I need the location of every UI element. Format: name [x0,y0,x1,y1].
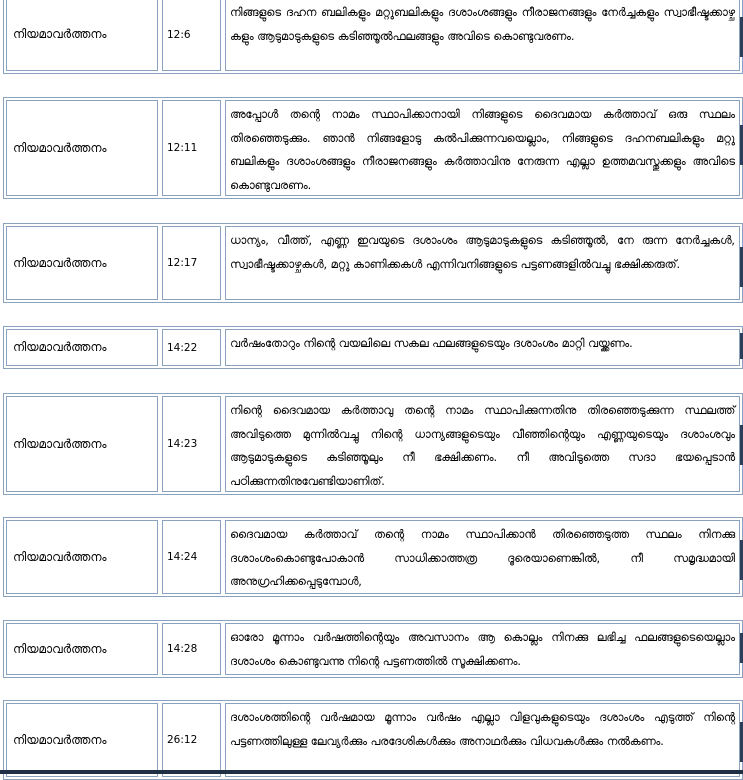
book-name-cell: നിയമാവർത്തനം [6,226,158,300]
verse-text-cell: ധാന്യം, വീത്ത്, എണ്ണ ഇവയുടെ ദശാംശം ആടുമാടുകളുടെ കടിഞ്ഞൂൽ, നേ രുന്ന നേർച്ചകൾ, സ്വാഭീഷ്ടക്കാഴ്ചകൾ, മറ്റു കാണിക്കകൾ എന്നിവനിങ്ങളുടെ പട്ടണങ്ങളിൽവച്ചു ഭക്ഷിക്കരുത്. [225,226,740,300]
table-row [4,394,742,494]
book-name-cell: നിയമാവർത്തനം [6,0,158,71]
verse-text-cell: നിങ്ങളുടെ ദഹന ബലികളും മറ്റുബലികളും ദശാംശങ്ങളും നീരാജനങ്ങളും നേർച്ചകളും സ്വാഭീഷ്ടക്കാഴ്ച കളും ആടുമാടുകളുടെ കടിഞ്ഞൂൽഫലങ്ങളും അവിടെ കൊണ്ടുവരണം. [225,0,740,71]
verse-ref-cell: 12:17 [162,226,221,300]
book-name-cell: നിയമാവർത്തനം [6,520,158,594]
verse-text-cell: ദൈവമായ കർത്താവ് തന്റെ നാമം സ്ഥാപിക്കാൻ തിരഞ്ഞെടുത്ത സ്ഥലം നിനക്കു ദശാംശംകൊണ്ടുപോകാൻ സാധിക്കാത്തത്ര ദൂരെയാണെങ്കിൽ, നീ സമൃദ്ധമായി അനുഗ്രഹിക്കപ്പെടുമ്പോൾ, [225,520,740,594]
verse-ref-cell: 14:28 [162,623,221,675]
verse-table [3,326,743,369]
table-row [4,701,742,779]
verse-text-cell: അപ്പോൾ തന്റെ നാമം സ്ഥാപിക്കാനായി നിങ്ങളുടെ ദൈവമായ കർത്താവ് ഒരു സ്ഥലം തിരഞ്ഞെടുക്കും. ഞാൻ നിങ്ങളോടു കൽപിക്കുന്നവയെല്ലാം, നിങ്ങളുടെ ദഹനബലികളും മറ്റു ബലികളും ദശാംശങ്ങളും നീരാജനങ്ങളും കർത്താവിനു നേരുന്ന എല്ലാ ഉത്തമവസ്തുക്കളും അവിടെ കൊണ്ടുവരണം. [225,100,740,196]
verse-table [3,393,743,495]
table-row [4,621,742,677]
verse-ref-cell: 12:11 [162,100,221,196]
book-name-cell: നിയമാവർത്തനം [6,703,158,777]
verse-table [3,0,743,74]
verse-text-cell: ദശാംശത്തിന്റെ വർഷമായ മൂന്നാം വർഷം എല്ലാ വിളവുകളുടെയും ദശാംശം എടുത്ത് നിന്റെ പട്ടണത്തിലുള്ള ലേവ്യർക്കും പരദേശികൾക്കും അനാഥർക്കും വിധവകൾക്കും നൽകണം. [225,703,740,777]
verse-ref-cell: 26:12 [162,703,221,777]
table-row [4,327,742,368]
verse-table [3,620,743,678]
verse-text-cell: വർഷംതോറും നിന്റെ വയലിലെ സകല ഫലങ്ങളുടെയും ദശാംശം മാറ്റി വയ്ക്കണം. [225,329,740,366]
verse-ref-cell: 14:24 [162,520,221,594]
verse-ref-cell: 14:22 [162,329,221,366]
verse-text-cell: ഓരോ മൂന്നാം വർഷത്തിന്റെയും അവസാനം ആ കൊല്ലം നിനക്കു ലഭിച്ച ഫലങ്ങളുടെയെല്ലാം ദശാംശം കൊണ്ടുവന്നു നിന്റെ പട്ടണത്തിൽ സൂക്ഷിക്കണം. [225,623,740,675]
window-bottom-border [0,770,743,774]
table-row [4,224,742,302]
book-name-cell: നിയമാവർത്തനം [6,100,158,196]
verse-ref-cell: 12:6 [162,0,221,71]
verse-table [3,517,743,597]
book-name-cell: നിയമാവർത്തനം [6,396,158,492]
table-row [4,0,742,73]
verse-text-cell: നിന്റെ ദൈവമായ കർത്താവു തന്റെ നാമം സ്ഥാപിക്കുന്നതിനു തിരഞ്ഞെടുക്കുന്ന സ്ഥലത്ത് അവിടുത്തെ മുന്നിൽവച്ചു നിന്റെ ധാന്യങ്ങളുടെയും വീഞ്ഞിന്റെയും എണ്ണയുടെയും ദശാംശവും ആടുമാടുകളുടെ കടിഞ്ഞൂലും നീ ഭക്ഷിക്കണം. നീ അവിടുത്തെ സദാ ഭയപ്പെടാൻ പഠിക്കുന്നതിനുവേണ്ടിയാണിത്. [225,396,740,492]
verse-ref-cell: 14:23 [162,396,221,492]
verse-table [3,700,743,780]
verse-table [3,97,743,199]
table-row [4,518,742,596]
table-row [4,98,742,198]
verse-table [3,223,743,303]
book-name-cell: നിയമാവർത്തനം [6,329,158,366]
book-name-cell: നിയമാവർത്തനം [6,623,158,675]
